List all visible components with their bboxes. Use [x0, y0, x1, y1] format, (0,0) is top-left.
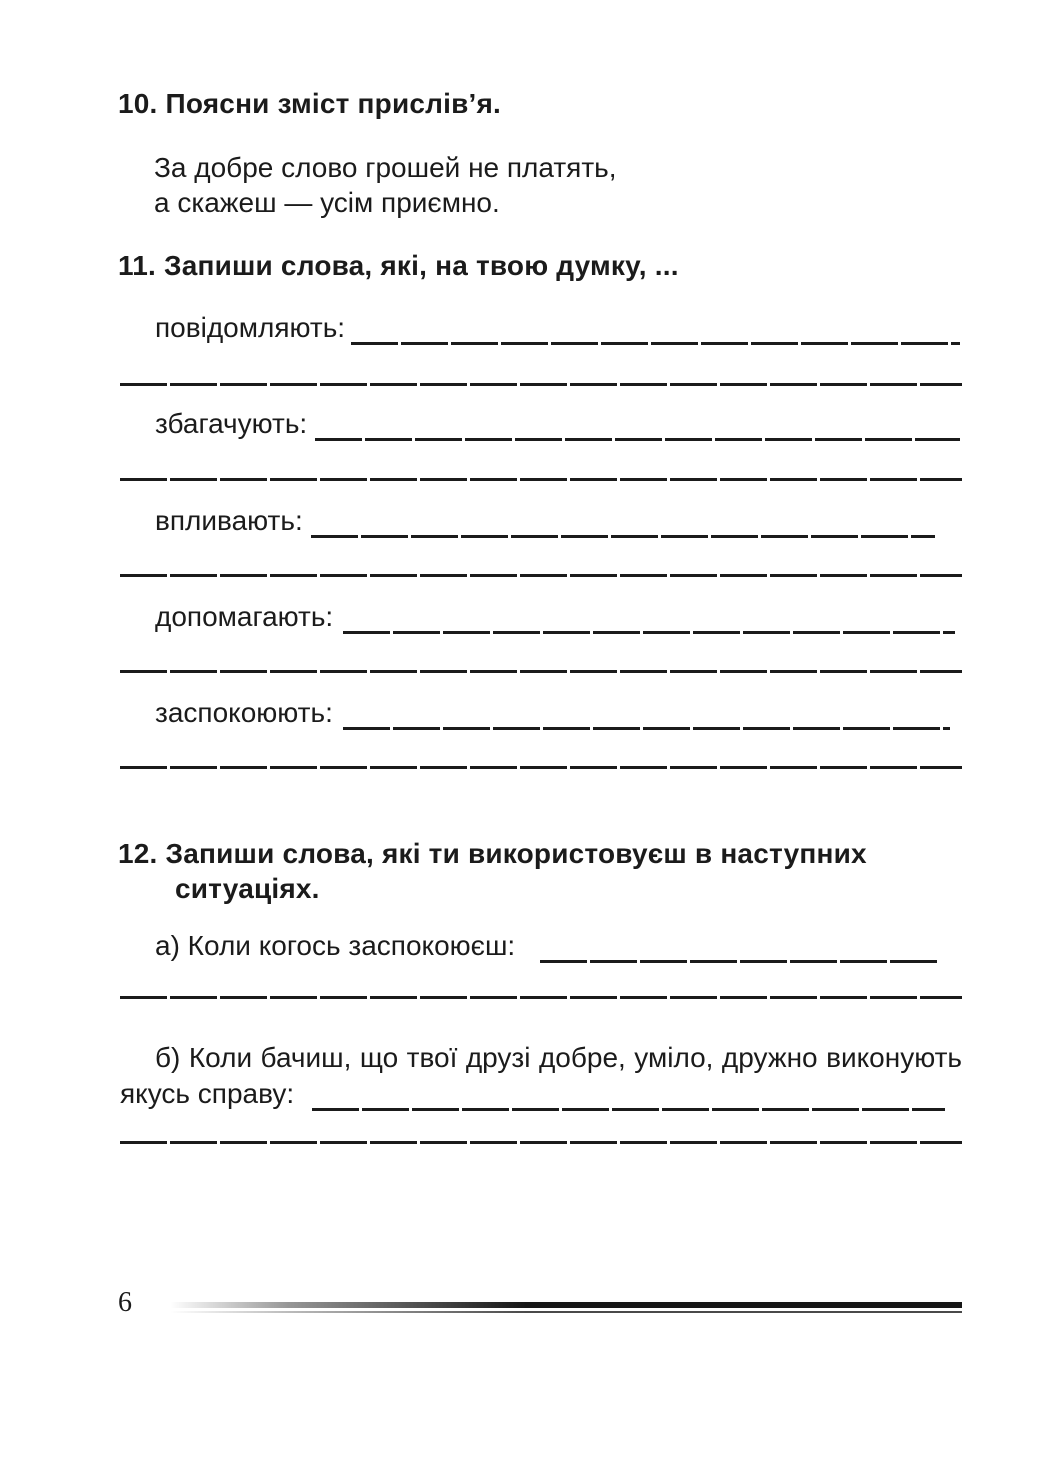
- task12-heading: [118, 836, 867, 906]
- entry-label-5: заспокоюють:: [155, 697, 333, 728]
- entry-label-3: впливають:: [155, 505, 303, 536]
- writing-line-full: [120, 766, 962, 769]
- footer-rule-thick: [170, 1302, 962, 1308]
- word-entry-row-5: [155, 695, 962, 731]
- writing-line: [351, 342, 960, 345]
- writing-line-full: [120, 383, 962, 386]
- proverb-line-2: а скажеш — усім приємно.: [154, 187, 500, 218]
- writing-line: [311, 535, 935, 538]
- writing-line: [343, 727, 950, 730]
- footer-rule: [170, 1302, 962, 1313]
- writing-line: [540, 960, 940, 963]
- situation-b-label: якусь справу:: [120, 1078, 295, 1109]
- situation-b-text: б) Коли бачиш, що твої друзі добре, уміло, дружно виконують: [155, 1042, 962, 1073]
- word-entry-row-1: [155, 310, 962, 346]
- entry-label-4: допомагають:: [155, 601, 334, 632]
- situation-b-row: [120, 1076, 962, 1112]
- writing-line-full: [120, 574, 962, 577]
- task12-heading-line-2: ситуаціях.: [175, 873, 320, 904]
- writing-line-full: [120, 478, 962, 481]
- word-entry-row-2: [155, 406, 962, 442]
- writing-line: [343, 631, 955, 634]
- word-entry-row-3: [155, 503, 962, 539]
- writing-line-full: [120, 1141, 962, 1144]
- situation-a-row: [155, 928, 962, 964]
- writing-line: [312, 1108, 945, 1111]
- writing-line-full: [120, 996, 962, 999]
- writing-line-full: [120, 670, 962, 673]
- task11-heading: 11. Запиши слова, які, на твою думку, ...: [118, 250, 679, 281]
- task10-proverb: [154, 150, 617, 220]
- situation-a-label: а) Коли когось заспокоюєш:: [155, 930, 516, 961]
- word-entry-row-4: [155, 599, 962, 635]
- entry-label-1: повідомляють:: [155, 312, 346, 343]
- writing-line: [315, 438, 960, 441]
- entry-label-2: збагачують:: [155, 408, 308, 439]
- page-number: 6: [118, 1287, 132, 1318]
- footer-rule-thin: [170, 1311, 962, 1313]
- proverb-line-1: За добре слово грошей не платять,: [154, 152, 617, 183]
- task12-heading-line-1: 12. Запиши слова, які ти використовуєш в наступних: [118, 838, 867, 869]
- task10-heading: 10. Поясни зміст прислів’я.: [118, 88, 502, 119]
